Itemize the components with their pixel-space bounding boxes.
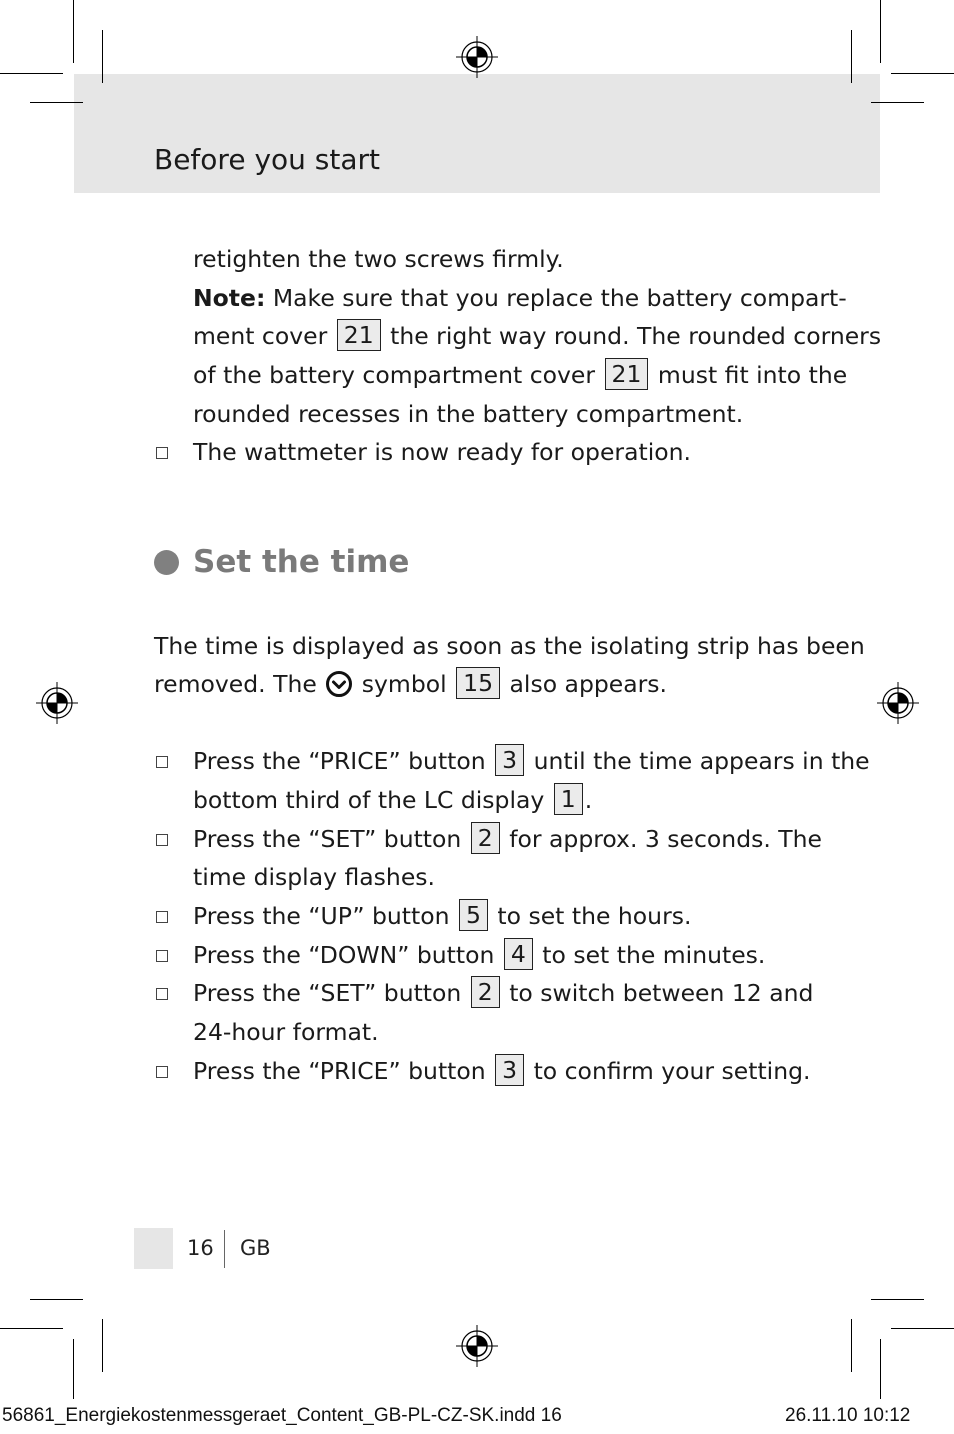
note-line-2 xyxy=(193,317,881,356)
page-title: Before you start xyxy=(154,143,381,176)
crop-mark xyxy=(891,1328,954,1329)
note-line-1 xyxy=(193,279,847,318)
step-2-line-1 xyxy=(193,820,822,859)
reference-number: 21 xyxy=(605,358,649,390)
crop-mark xyxy=(0,1328,63,1329)
step-text: to set the minutes. xyxy=(542,941,766,969)
crop-mark xyxy=(102,30,103,83)
crop-mark xyxy=(0,73,63,74)
paragraph-text: removed. The xyxy=(154,670,317,698)
step-1-line-1 xyxy=(193,742,870,781)
step-text: Press the “UP” button xyxy=(193,902,450,930)
note-text-3b: must fit into the xyxy=(657,361,848,389)
slug-filename: 56861_Energiekostenmessgeraet_Content_GB-PL-CZ-SK.indd 16 xyxy=(2,1405,562,1426)
step-text: Press the “PRICE” button xyxy=(193,1057,486,1085)
note-line-4: rounded recesses in the battery compartment. xyxy=(193,400,744,428)
footer-marker xyxy=(134,1228,173,1269)
section-paragraph-line-1: The time is displayed as soon as the isolating strip has been xyxy=(154,632,865,660)
crop-mark xyxy=(851,1319,852,1372)
paragraph-text: also appears. xyxy=(509,670,668,698)
note-text-3a: of the battery compartment cover xyxy=(193,361,596,389)
step-2-line-2: time display flashes. xyxy=(193,863,435,891)
reference-number: 4 xyxy=(504,938,533,970)
crop-mark xyxy=(30,102,83,103)
step-text: to confirm your setting. xyxy=(533,1057,811,1085)
note-text-2b: the right way round. The rounded corners xyxy=(390,322,882,350)
checkbox-bullet-icon xyxy=(156,911,168,923)
step-text: until the time appears in the xyxy=(533,747,870,775)
step-text: . xyxy=(584,786,593,814)
crop-mark xyxy=(851,30,852,83)
intro-line: retighten the two screws firmly. xyxy=(193,245,564,273)
reference-number: 15 xyxy=(456,667,500,699)
step-4-line-1 xyxy=(193,936,765,975)
note-label: Note: xyxy=(193,284,266,312)
step-text: to switch between 12 and xyxy=(509,979,814,1007)
crop-mark xyxy=(871,1299,924,1300)
step-text: to set the hours. xyxy=(497,902,692,930)
reference-number: 1 xyxy=(554,783,583,815)
note-text-2a: ment cover xyxy=(193,322,328,350)
note-text-1: Make sure that you replace the battery compart- xyxy=(272,284,847,312)
ready-bullet-text: The wattmeter is now ready for operation. xyxy=(193,438,691,466)
crop-mark xyxy=(880,0,881,63)
language-code: GB xyxy=(240,1236,271,1260)
step-text: bottom third of the LC display xyxy=(193,786,545,814)
reference-number: 5 xyxy=(459,899,488,931)
registration-mark-icon xyxy=(456,36,498,78)
checkbox-bullet-icon xyxy=(156,988,168,1000)
checkbox-bullet-icon xyxy=(156,834,168,846)
step-6-line-1 xyxy=(193,1052,811,1091)
step-3-line-1 xyxy=(193,897,691,936)
slug-date: 26.11.10 10:12 xyxy=(785,1405,911,1426)
note-line-3 xyxy=(193,356,847,395)
paragraph-text: symbol xyxy=(361,670,447,698)
step-text: Press the “DOWN” button xyxy=(193,941,495,969)
crop-mark xyxy=(30,1299,83,1300)
section-title: Set the time xyxy=(193,544,410,580)
reference-number: 21 xyxy=(337,319,381,351)
crop-mark xyxy=(102,1319,103,1372)
reference-number: 3 xyxy=(495,1054,524,1086)
reference-number: 2 xyxy=(471,976,500,1008)
step-text: Press the “SET” button xyxy=(193,825,462,853)
crop-mark xyxy=(880,1339,881,1399)
crop-mark xyxy=(891,73,954,74)
reference-number: 3 xyxy=(495,744,524,776)
section-bullet-icon xyxy=(154,550,179,575)
page-number: 16 xyxy=(187,1236,214,1260)
reference-number: 2 xyxy=(471,822,500,854)
crop-mark xyxy=(73,1339,74,1399)
step-1-line-2 xyxy=(193,781,592,820)
step-text: Press the “SET” button xyxy=(193,979,462,1007)
clock-check-symbol-icon xyxy=(326,671,352,697)
checkbox-bullet-icon xyxy=(156,950,168,962)
crop-mark xyxy=(73,0,74,63)
step-5-line-1 xyxy=(193,974,813,1013)
step-text: Press the “PRICE” button xyxy=(193,747,486,775)
registration-mark-icon xyxy=(877,682,919,724)
crop-mark xyxy=(871,102,924,103)
checkbox-bullet-icon xyxy=(156,447,168,459)
footer-divider xyxy=(224,1230,225,1268)
section-paragraph-line-2 xyxy=(154,665,667,704)
registration-mark-icon xyxy=(36,682,78,724)
step-text: for approx. 3 seconds. The xyxy=(509,825,823,853)
step-5-line-2: 24-hour format. xyxy=(193,1018,379,1046)
registration-mark-icon xyxy=(456,1325,498,1367)
checkbox-bullet-icon xyxy=(156,756,168,768)
checkbox-bullet-icon xyxy=(156,1066,168,1078)
